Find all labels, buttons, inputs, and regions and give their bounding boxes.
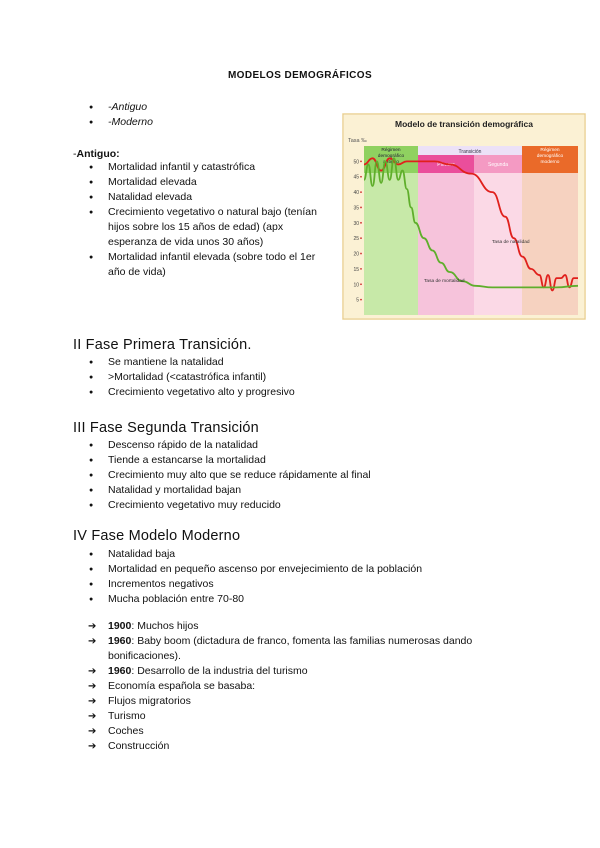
y-tick-mark	[360, 299, 362, 301]
list-item: ● -Antiguo	[108, 100, 153, 115]
y-tick-label: 5	[356, 297, 359, 304]
y-tick-label: 30	[353, 220, 359, 227]
phase-segunda-label: Segunda	[487, 162, 509, 168]
timeline-item: ➔ 1960: Baby boom (dictadura de franco, fomenta las familias numerosas dando bonificaciones).	[108, 634, 508, 664]
y-tick-label: 20	[353, 251, 359, 258]
antiguo-list	[108, 160, 330, 280]
fase3-heading: III Fase Segunda Transición	[73, 420, 259, 436]
list-item: ● Crecimiento vegetativo alto y progresivo	[108, 385, 295, 400]
timeline-item: ➔ 1960: Desarrollo de la industria del turismo	[108, 664, 508, 679]
y-tick-mark	[360, 191, 362, 193]
y-tick-label: 40	[353, 190, 359, 197]
timeline-item: ➔ Turismo	[108, 709, 508, 724]
phase-primera-label: Primera	[437, 162, 455, 168]
y-tick-mark	[360, 207, 362, 209]
list-item: ● Mucha población entre 70-80	[108, 592, 422, 607]
page-title: MODELOS DEMOGRÁFICOS	[227, 70, 373, 81]
fase4-list	[108, 547, 422, 607]
y-tick-mark	[360, 222, 362, 224]
timeline-item: ➔ Coches	[108, 724, 508, 739]
y-tick-label: 25	[353, 236, 359, 243]
list-item: ● Tiende a estancarse la mortalidad	[108, 453, 371, 468]
list-item: ● Natalidad elevada	[108, 190, 330, 205]
timeline-list	[108, 619, 508, 754]
y-axis-label: Tasa ‰	[348, 138, 367, 144]
list-item: ● -Moderno	[108, 115, 153, 130]
timeline-item: ➔ Construcción	[108, 739, 508, 754]
mortalidad-label: Tasa de mortalidad	[424, 279, 465, 284]
antiguo-heading: -Antiguo:	[73, 148, 120, 160]
y-tick-label: 10	[353, 282, 359, 289]
list-item: ● Descenso rápido de la natalidad	[108, 438, 371, 453]
y-tick-label: 35	[353, 205, 359, 212]
y-tick-label: 45	[353, 174, 359, 181]
list-item: ● Natalidad y mortalidad bajan	[108, 483, 371, 498]
y-tick-mark	[360, 253, 362, 255]
natalidad-label: Tasa de natalidad	[492, 240, 530, 245]
y-tick-mark	[360, 160, 362, 162]
fase2-list	[108, 355, 295, 400]
list-item: ● >Mortalidad (<catastrófica infantil)	[108, 370, 295, 385]
fase2-heading: II Fase Primera Transición.	[73, 337, 252, 353]
phase-antiguo-label: Régimen demográfico antiguo	[377, 148, 405, 165]
y-tick-mark	[360, 237, 362, 239]
y-tick-mark	[360, 283, 362, 285]
list-item: ● Crecimiento vegetativo muy reducido	[108, 498, 371, 513]
list-item: ● Incrementos negativos	[108, 577, 422, 592]
list-item: ● Crecimiento vegetativo o natural bajo (tenían hijos sobre los 15 años de edad) (apx esperanza de vida unos 30 años)	[108, 205, 330, 250]
y-tick-mark	[360, 176, 362, 178]
list-item: ● Crecimiento muy alto que se reduce rápidamente al final	[108, 468, 371, 483]
list-item: ● Mortalidad infantil elevada (sobre todo el 1er año de vida)	[108, 250, 330, 280]
list-item: ● Mortalidad infantil y catastrófica	[108, 160, 330, 175]
y-tick-label: 15	[353, 266, 359, 273]
chart-title: Modelo de transición demográfica	[395, 119, 533, 129]
y-tick-mark	[360, 268, 362, 270]
demographic-transition-chart	[342, 113, 586, 320]
list-item: ● Natalidad baja	[108, 547, 422, 562]
model-list	[108, 100, 153, 130]
phase-moderno-label: Régimen demográfico moderno	[536, 148, 564, 165]
timeline-item: ➔ 1900: Muchos hijos	[108, 619, 508, 634]
chart-svg	[342, 113, 586, 320]
y-tick-label: 50	[353, 159, 359, 166]
list-item: ● Mortalidad en pequeño ascenso por envejecimiento de la población	[108, 562, 422, 577]
timeline-item: ➔ Economía española se basaba:	[108, 679, 508, 694]
fase3-list	[108, 438, 371, 513]
timeline-item: ➔ Flujos migratorios	[108, 694, 508, 709]
fase4-heading: IV Fase Modelo Moderno	[73, 528, 241, 544]
phase-transicion-label: Transición	[458, 149, 482, 155]
list-item: ● Se mantiene la natalidad	[108, 355, 295, 370]
list-item: ● Mortalidad elevada	[108, 175, 330, 190]
